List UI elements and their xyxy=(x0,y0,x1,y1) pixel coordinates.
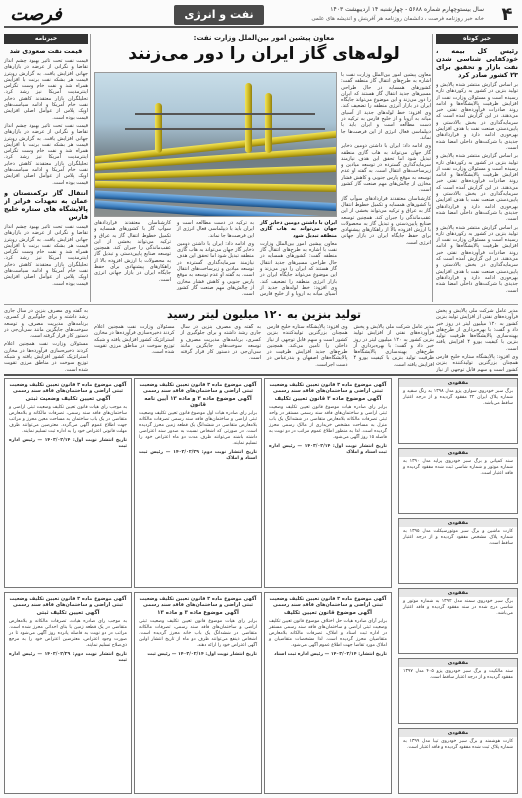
left-sidebar xyxy=(4,34,88,302)
second-article-body xyxy=(94,324,434,372)
main-article-title: لوله‌های گاز ایران را دور می‌زنند xyxy=(128,44,400,64)
main-article-column-right xyxy=(341,72,431,300)
page-number: ۴ xyxy=(501,4,513,25)
legal-ad-title: آگهی موضوع ماده ۳ و ماده ۱۳ xyxy=(157,610,239,616)
legal-ad-footer: تاریخ انتشار: ۱۴۰۳/۰۲/۱۴ — رئیس اداره ثبت اسناد xyxy=(274,652,387,657)
legal-ad xyxy=(134,592,262,794)
second-article-text: به گفته وی مصرف بنزین در سال جاری رشد داشته و برای جلوگیری از کسری، برنامه‌های مدیریت مصرف و توسعه سوخت‌های جایگزین مانند سی‌ان‌جی در دستور کار قرار گرفته است. xyxy=(4,308,88,340)
right-sidebar xyxy=(436,34,518,302)
second-article-text: مدیر عامل شرکت ملی پالایش و پخش فرآورده‌های نفتی از افزایش تولید بنزین کشور به ۱۲۰ میلیون لیتر در روز خبر داد و گفت: با بهره‌برداری از طرح‌های بهینه‌سازی پالایشگاه‌ها ظرفیت تولید بنزین با کیفیت یورو ۴ افزایش یافته است. xyxy=(436,308,518,352)
second-article-side-right xyxy=(436,308,518,372)
main-article-text: وی ادامه داد: ایران با داشتن دومین ذخایر گاز جهان می‌تواند به هاب گازی منطقه تبدیل شود اما تحقق این هدف نیازمند سرمایه‌گذاری گسترده در توسعه میادین و زیرساخت‌های انتقال است. به گفته او عدم توسعه به موقع پارس جنوبی و کاهش فشار مخازن از چالش‌های مهم صنعت گاز کشور است. xyxy=(341,143,431,194)
legal-ad-heading: آگهی موضوع ماده ۳ قانون تعیین تکلیف وضعیت ثبتی اراضی و ساختمان‌های فاقد سند رسمی xyxy=(139,382,257,394)
left-sidebar-headline: قیمت نفت صعودی شد xyxy=(9,47,83,55)
second-article-text: وی افزود: پالایشگاه ستاره خلیج فارس همچنان بزرگترین تولیدکننده بنزین کشور است و سهم قابل توجهی از نیاز xyxy=(436,354,518,372)
legal-ad-footer: تاریخ انتشار نوبت اول: ۱۴۰۳/۰۲/۱۴ — رئیس اداره ثبت xyxy=(9,438,127,449)
legal-ad-body: به موجب رای هیات قانون تعیین تکلیف وضعیت ثبتی اراضی و ساختمان‌های فاقد سند رسمی، تصرفات مالکانه و بلامعارض متقاضی در یک باب ساختمان به مساحت معین محرز و مراتب جهت اطلاع عموم آگهی می‌گردد. معترضین می‌توانند ظرف مهلت قانونی اعتراض خود را به اداره ثبت تسلیم نمایند. xyxy=(9,405,127,434)
second-article-side-left xyxy=(4,308,88,372)
main-article-kicker: معاون پیشین امور بین‌الملل وزارت نفت: xyxy=(193,34,335,42)
main-article-text: کارشناسان معتقدند قراردادهای سوآپ گاز با کشورهای همسایه و تکمیل خطوط انتقال گاز به عراق و ترکیه می‌تواند بخشی از این عقب‌ماندگی را جبران کند. همچنین توسعه صنایع پایین‌دستی و تبدیل گاز به محصولات با ارزش افزوده بالا از راهکارهای پیشنهادی برای حفظ جایگاه ایران در بازار جهانی انرژی است. xyxy=(341,195,431,246)
main-article-text: وی ادامه داد: ایران با داشتن دومین ذخایر گاز جهان می‌تواند به هاب گازی منطقه تبدیل شود اما تحقق این هدف نیازمند سرمایه‌گذاری گسترده در توسعه میادین و زیرساخت‌های انتقال است. به گفته او عدم توسعه به موقع پارس جنوبی و کاهش فشار مخازن از چالش‌های مهم صنعت گاز کشور است. xyxy=(177,240,254,298)
left-sidebar-body: قیمت نفت تحت تاثیر بهبود چشم انداز تقاضا و نگرانی از عرضه در بازارهای جهانی افزایش یافت. به گزارش رویترز قیمت هر بشکه نفت برنت با افزایش همراه شد و نفت خام وست تگزاس اینترمدیت آمریکا نیز رشد کرد. تحلیلگران بازار معتقدند کاهش ذخایر نفت خام آمریکا و ادامه سیاست‌های اوپک پلاس از عوامل اصلی افزایش قیمت بوده است. xyxy=(4,58,88,121)
notice-box xyxy=(398,588,518,654)
second-article-text: وی افزود: پالایشگاه ستاره خلیج فارس همچنان بزرگترین تولیدکننده بنزین کشور است و سهم قابل توجهی از نیاز داخلی را تامین می‌کند. همچنین طرح‌های جدید افزایش ظرفیت در پالایشگاه‌های اصفهان و بندرعباس در دست اجراست. xyxy=(267,324,348,368)
main-article-columns-below-photo xyxy=(94,220,337,302)
legal-ad-title: آگهی تعیین تکلیف وضعیت ثبتی xyxy=(25,396,111,402)
left-sidebar-body-repeat: قیمت نفت تحت تاثیر بهبود چشم انداز تقاضا و نگرانی از عرضه در بازارهای جهانی افزایش یافت. به گزارش رویترز قیمت هر بشکه نفت برنت با افزایش همراه شد و نفت خام وست تگزاس اینترمدیت آمریکا نیز رشد کرد. تحلیلگران بازار معتقدند کاهش ذخایر نفت خام آمریکا و ادامه سیاست‌های اوپک پلاس از عوامل اصلی افزایش قیمت بوده است. xyxy=(4,122,88,186)
newspaper-logo: فرصت xyxy=(10,4,62,25)
legal-ad-footer: تاریخ انتشار نوبت دوم: ۱۴۰۳/۰۲/۲۹ — رئیس اداره ثبت xyxy=(9,652,127,663)
notice-body: سند کمپانی و برگ سبز خودروی پراید مدل ۱۳۹۰ به شماره موتور و شماره شاسی ثبت شده مفقود گردیده و فاقد اعتبار است. xyxy=(403,459,513,476)
notice-heading: مفقودی xyxy=(399,519,517,527)
main-article-text: معاون پیشین امور بین‌الملل وزارت نفت با اشاره به طرح‌های انتقال گاز منطقه گفت: کشورهای همسایه در حال طراحی مسیرهای جدید انتقال گاز هستند که ایران را دور می‌زند و این موضوع می‌تواند جایگاه ایران در بازار انرژی منطقه را تضعیف کند. وی افزود: خط لوله‌های جدید از آسیای میانه به اروپا و از خلیج فارس به ترکیه در دست مطالعه است و ایران باید با دیپلماسی فعال انرژی از این فرصت‌ها جا نماند. xyxy=(177,220,337,298)
notice-body: برگ سبز خودروی سمند مدل ۱۳۹۲ به شماره موتور و شاسی درج شده در سند مفقود گردیده و فاقد اعتبار می‌باشد. xyxy=(403,599,513,616)
legal-ad-footer: تاریخ انتشار نوبت اول: ۱۴۰۳/۰۲/۱۴ — رئیس اداره ثبت اسناد و املاک xyxy=(269,444,387,455)
notice-heading: مفقودی xyxy=(399,659,517,667)
legal-ad-title: آگهی تعیین تکلیف ثبتی xyxy=(36,610,100,616)
notice-box xyxy=(398,728,518,794)
right-sidebar-body-repeat: بر اساس گزارش منتشر شده پالایش و تولید بنزین در کشور به رکوردهای تازه رسیده است و مسئولان وزارت نفت از افزایش ظرفیت پالایشگاه‌ها و ادامه روند صادرات فرآورده‌های نفتی خبر می‌دهند. در این گزارش آمده است که سرمایه‌گذاری در بخش بالادستی و پایین‌دستی صنعت نفت با هدف افزایش بهره‌وری ادامه دارد و قراردادهای جدیدی با شرکت‌های داخلی امضا شده است. xyxy=(436,153,518,223)
legal-ad-body: برابر رای صادره هیات موضوع قانون تعیین تکلیف وضعیت ثبتی اراضی و ساختمان‌های فاقد سند رسمی مستقر در واحد ثبتی تصرفات مالکانه بلامعارض متقاضی در ششدانگ یک باب منزل به مساحت مشخص خریداری از مالک رسمی محرز گردیده است. لذا به منظور اطلاع عموم مراتب در دو نوبت به فاصله ۱۵ روز آگهی می‌شود. xyxy=(269,405,387,440)
left-sidebar-headline2: انتقال گاز ترکمنستان و عمان به تعهدات فراتر از پالایشگاه های ستاره خلیج فارس xyxy=(4,188,88,221)
legal-ad-body: برابر رای هیات موضوع قانون تعیین تکلیف وضعیت ثبتی اراضی و ساختمان‌های فاقد سند رسمی، تصرفات مالکانه متقاضی در ششدانگ یک باب خانه محرز گردیده است. اشخاص ذینفع می‌توانند ظرف دو ماه از تاریخ انتشار اولین آگهی اعتراض خود را ارائه دهند. xyxy=(139,619,257,648)
main-article-text: معاون پیشین امور بین‌الملل وزارت نفت با اشاره به طرح‌های انتقال گاز منطقه گفت: کشورهای همسایه در حال طراحی مسیرهای جدید انتقال گاز هستند که ایران را دور می‌زند و این موضوع می‌تواند جایگاه ایران در بازار انرژی منطقه را تضعیف کند. وی افزود: خط لوله‌های جدید از آسیای میانه به اروپا و از خلیج فارس به ترکیه در دست مطالعه است و ایران باید با دیپلماسی فعال انرژی از این فرصت‌ها جا نماند. xyxy=(341,72,431,141)
notice-body: کارت ماشین و برگ سبز موتورسیکلت مدل ۱۳۹۵ به شماره پلاک مشخص مفقود گردیده و از درجه اعتبار ساقط است. xyxy=(403,529,513,546)
notice-box xyxy=(398,378,518,444)
main-article-text: کارشناسان معتقدند قراردادهای سوآپ گاز با کشورهای همسایه و تکمیل خطوط انتقال گاز به عراق و ترکیه می‌تواند بخشی از این عقب‌ماندگی را جبران کند. همچنین توسعه صنایع پایین‌دستی و تبدیل گاز به محصولات با ارزش افزوده بالا از راهکارهای پیشنهادی برای حفظ جایگاه ایران در بازار جهانی انرژی است. xyxy=(94,220,171,283)
second-article-text: مسئولان وزارت نفت همچنین اعلام کردند ذخیره‌سازی فرآورده‌ها در مخازن استراتژیک کشور افزایش یافته و شبکه توزیع سوخت در مناطق مرزی تقویت شده است. xyxy=(94,324,175,356)
pipeline-shape xyxy=(94,181,337,193)
gas-pipeline-photo xyxy=(94,72,337,217)
legal-ad-footer: تاریخ انتشار نوبت دوم: ۱۴۰۳/۰۲/۲۹ — رئیس ثبت اسناد و املاک xyxy=(139,450,258,461)
main-article-pull-quote: ایران با داشتن دومین ذخایر گاز جهان می‌تواند به هاب گازی منطقه تبدیل شود xyxy=(260,220,337,239)
left-sidebar-body-repeat2: قیمت نفت تحت تاثیر بهبود چشم انداز تقاضا و نگرانی از عرضه در بازارهای جهانی افزایش یافت. به گزارش رویترز قیمت هر بشکه نفت برنت با افزایش همراه شد و نفت خام وست تگزاس اینترمدیت آمریکا نیز رشد کرد. تحلیلگران بازار معتقدند کاهش ذخایر نفت خام آمریکا و ادامه سیاست‌های اوپک پلاس از عوامل اصلی افزایش قیمت بوده است. xyxy=(4,223,88,287)
legal-ad xyxy=(4,592,132,794)
tagline: خانه خبر روزنامه فرصت ، دانشمان روزنامه هر آفرینش و اندیشه های علمی xyxy=(311,16,484,22)
notice-box xyxy=(398,448,518,514)
notice-heading: مفقودی xyxy=(399,449,517,457)
legal-ad-body: به موجب رای صادره هیات، تصرفات مالکانه و بلامعارض متقاضی در یک قطعه زمین با بنای احداثی محرز شده است. مراتب در دو نوبت به فاصله پانزده روز آگهی می‌شود تا در صورت وجود اعتراض، معترضین اعتراض خود را به مرجع ذی‌صلاح تسلیم نمایند. xyxy=(9,619,127,648)
notice-heading: مفقودی xyxy=(399,379,517,387)
masthead xyxy=(4,4,518,28)
legal-ad-title: آگهی موضوع ماده ۳ و ماده ۱۳ آیین نامه قانون xyxy=(144,396,252,408)
right-sidebar-body: بر اساس گزارش منتشر شده پالایش و تولید بنزین در کشور به رکوردهای تازه رسیده است و مسئولان وزارت نفت از افزایش ظرفیت پالایشگاه‌ها و ادامه روند صادرات فرآورده‌های نفتی خبر می‌دهند. در این گزارش آمده است که سرمایه‌گذاری در بخش بالادستی و پایین‌دستی صنعت نفت با هدف افزایش بهره‌وری ادامه دارد و قراردادهای جدیدی با شرکت‌های داخلی امضا شده است. xyxy=(436,82,518,151)
notice-heading: مفقودی xyxy=(399,589,517,597)
legal-ad xyxy=(4,378,132,588)
section-divider xyxy=(4,374,518,376)
right-sidebar-box-title: خبر کوتاه xyxy=(436,34,518,44)
notice-body: کارت هوشمند و برگ سبز خودروی تیبا مدل ۱۳۹۹ به شماره پلاک ثبت شده مفقود گردیده و فاقد اعتبار است. xyxy=(403,739,514,750)
legal-ad-body: برابر آرای صادره هیات حل اختلاف موضوع قانون تعیین تکلیف وضعیت ثبتی اراضی و ساختمان‌های فاقد سند رسمی مستقر در اداره ثبت اسناد و املاک، تصرفات مالکانه بلامعارض متقاضیان محرز گردیده است. لذا مشخصات متقاضیان و املاک مورد تقاضا جهت اطلاع عموم آگهی می‌شود. xyxy=(269,619,387,648)
legal-ad xyxy=(264,592,392,794)
legal-ad-heading: آگهی موضوع ماده ۳ قانون تعیین تکلیف وضعیت ثبتی اراضی و ساختمان‌های فاقد سند رسمی xyxy=(269,382,387,394)
legal-ad-body: برابر رای صادره هیات اول موضوع قانون تعیین تکلیف وضعیت ثبتی اراضی و ساختمان‌های فاقد سند رسمی تصرفات مالکانه بلامعارض متقاضی در ششدانگ یک قطعه زمین محرز گردیده است. در صورتی که اشخاص نسبت به صدور سند اعتراضی داشته باشند می‌توانند ظرف مدت دو ماه اعتراض خود را تسلیم نمایند. xyxy=(139,411,257,446)
legal-ad-heading: آگهی موضوع ماده ۳ قانون تعیین تکلیف وضعیت ثبتی اراضی و ساختمان‌های فاقد سند رسمی xyxy=(9,596,127,608)
second-article-text: مسئولان وزارت نفت همچنین اعلام کردند ذخیره‌سازی فرآورده‌ها در مخازن استراتژیک کشور افزایش یافته و شبکه توزیع سوخت در مناطق مرزی تقویت شده است. xyxy=(4,341,88,372)
notice-body: برگ سبز خودروی سواری پژو مدل ۱۳۹۸ به رنگ سفید و شماره پلاک ایران ۲۲ مفقود گردیده و از درجه اعتبار ساقط می‌باشد. xyxy=(403,389,513,406)
notice-box xyxy=(398,658,518,724)
structure-rail xyxy=(125,128,325,130)
notice-box xyxy=(398,518,518,584)
legal-ad xyxy=(264,378,392,588)
second-article-text: مدیر عامل شرکت ملی پالایش و پخش فرآورده‌های نفتی از افزایش تولید بنزین کشور به ۱۲۰ میلیون لیتر در روز خبر داد و گفت: با بهره‌برداری از طرح‌های بهینه‌سازی پالایشگاه‌ها ظرفیت تولید بنزین با کیفیت یورو ۴ افزایش یافته است. xyxy=(353,324,434,368)
notice-body: سند مالکیت و برگ سبز خودروی پژو ۴۰۵ مدل ۱۳۹۷ مفقود گردیده و از درجه اعتبار ساقط است. xyxy=(403,669,513,680)
column-rule xyxy=(432,34,433,302)
legal-ad-heading: آگهی موضوع ماده ۳ قانون تعیین تکلیف وضعیت ثبتی اراضی و ساختمان‌های فاقد سند رسمی xyxy=(9,382,127,394)
legal-ad-title: آگهی موضوع ماده ۳ قانون تعیین تکلیف xyxy=(274,396,382,402)
legal-ad-heading: آگهی موضوع ماده ۳ قانون تعیین تکلیف وضعیت ثبتی اراضی و ساختمان‌های فاقد سند رسمی xyxy=(139,596,257,608)
legal-ad xyxy=(134,378,262,588)
legal-ad-heading: آگهی موضوع ماده ۳ قانون تعیین تکلیف وضعیت ثبتی اراضی و ساختمان‌های فاقد سند رسمی xyxy=(269,596,387,608)
section-title: نفت و انرژی xyxy=(174,5,264,25)
left-sidebar-box-title: خبرنامه xyxy=(4,34,88,44)
structure-rail xyxy=(135,113,315,115)
second-article-title: تولید بنزین به ۱۲۰ میلیون لیتر رسید xyxy=(167,308,361,321)
right-sidebar-headline: رئیس کل بیمه ، خودکفایی شناسی شدن نفت بازار و تحقیق برای ۲۳ کشور صادر کرد xyxy=(436,47,518,79)
legal-ad-title: آگهی موضوع قانون تعیین تکلیف xyxy=(283,610,373,616)
issue-line: سال بیستوچهارم شماره ۵۶۸۸ - چهارشنبه ۱۴ اردیبهشت ۱۴۰۳ xyxy=(330,6,484,13)
column-rule xyxy=(90,34,91,302)
right-sidebar-body-repeat2: بر اساس گزارش منتشر شده پالایش و تولید بنزین در کشور به رکوردهای تازه رسیده است و مسئولان وزارت نفت از افزایش ظرفیت پالایشگاه‌ها و ادامه روند صادرات فرآورده‌های نفتی خبر می‌دهند. در این گزارش آمده است که سرمایه‌گذاری در بخش بالادستی و پایین‌دستی صنعت نفت با هدف افزایش بهره‌وری ادامه دارد و قراردادهای جدیدی با شرکت‌های داخلی امضا شده است. xyxy=(436,224,518,294)
legal-ad-footer: تاریخ انتشار نوبت اول: ۱۴۰۳/۰۲/۱۴ — رئیس ثبت xyxy=(147,652,257,657)
notice-heading: مفقودی xyxy=(399,729,517,737)
second-article-text: به گفته وی مصرف بنزین در سال جاری رشد داشته و برای جلوگیری از کسری، برنامه‌های مدیریت مصرف و توسعه سوخت‌های جایگزین مانند سی‌ان‌جی در دستور کار قرار گرفته است. xyxy=(180,324,261,362)
pipeline-shape xyxy=(245,83,252,153)
pipeline-shape xyxy=(265,93,272,153)
section-divider xyxy=(4,304,518,305)
